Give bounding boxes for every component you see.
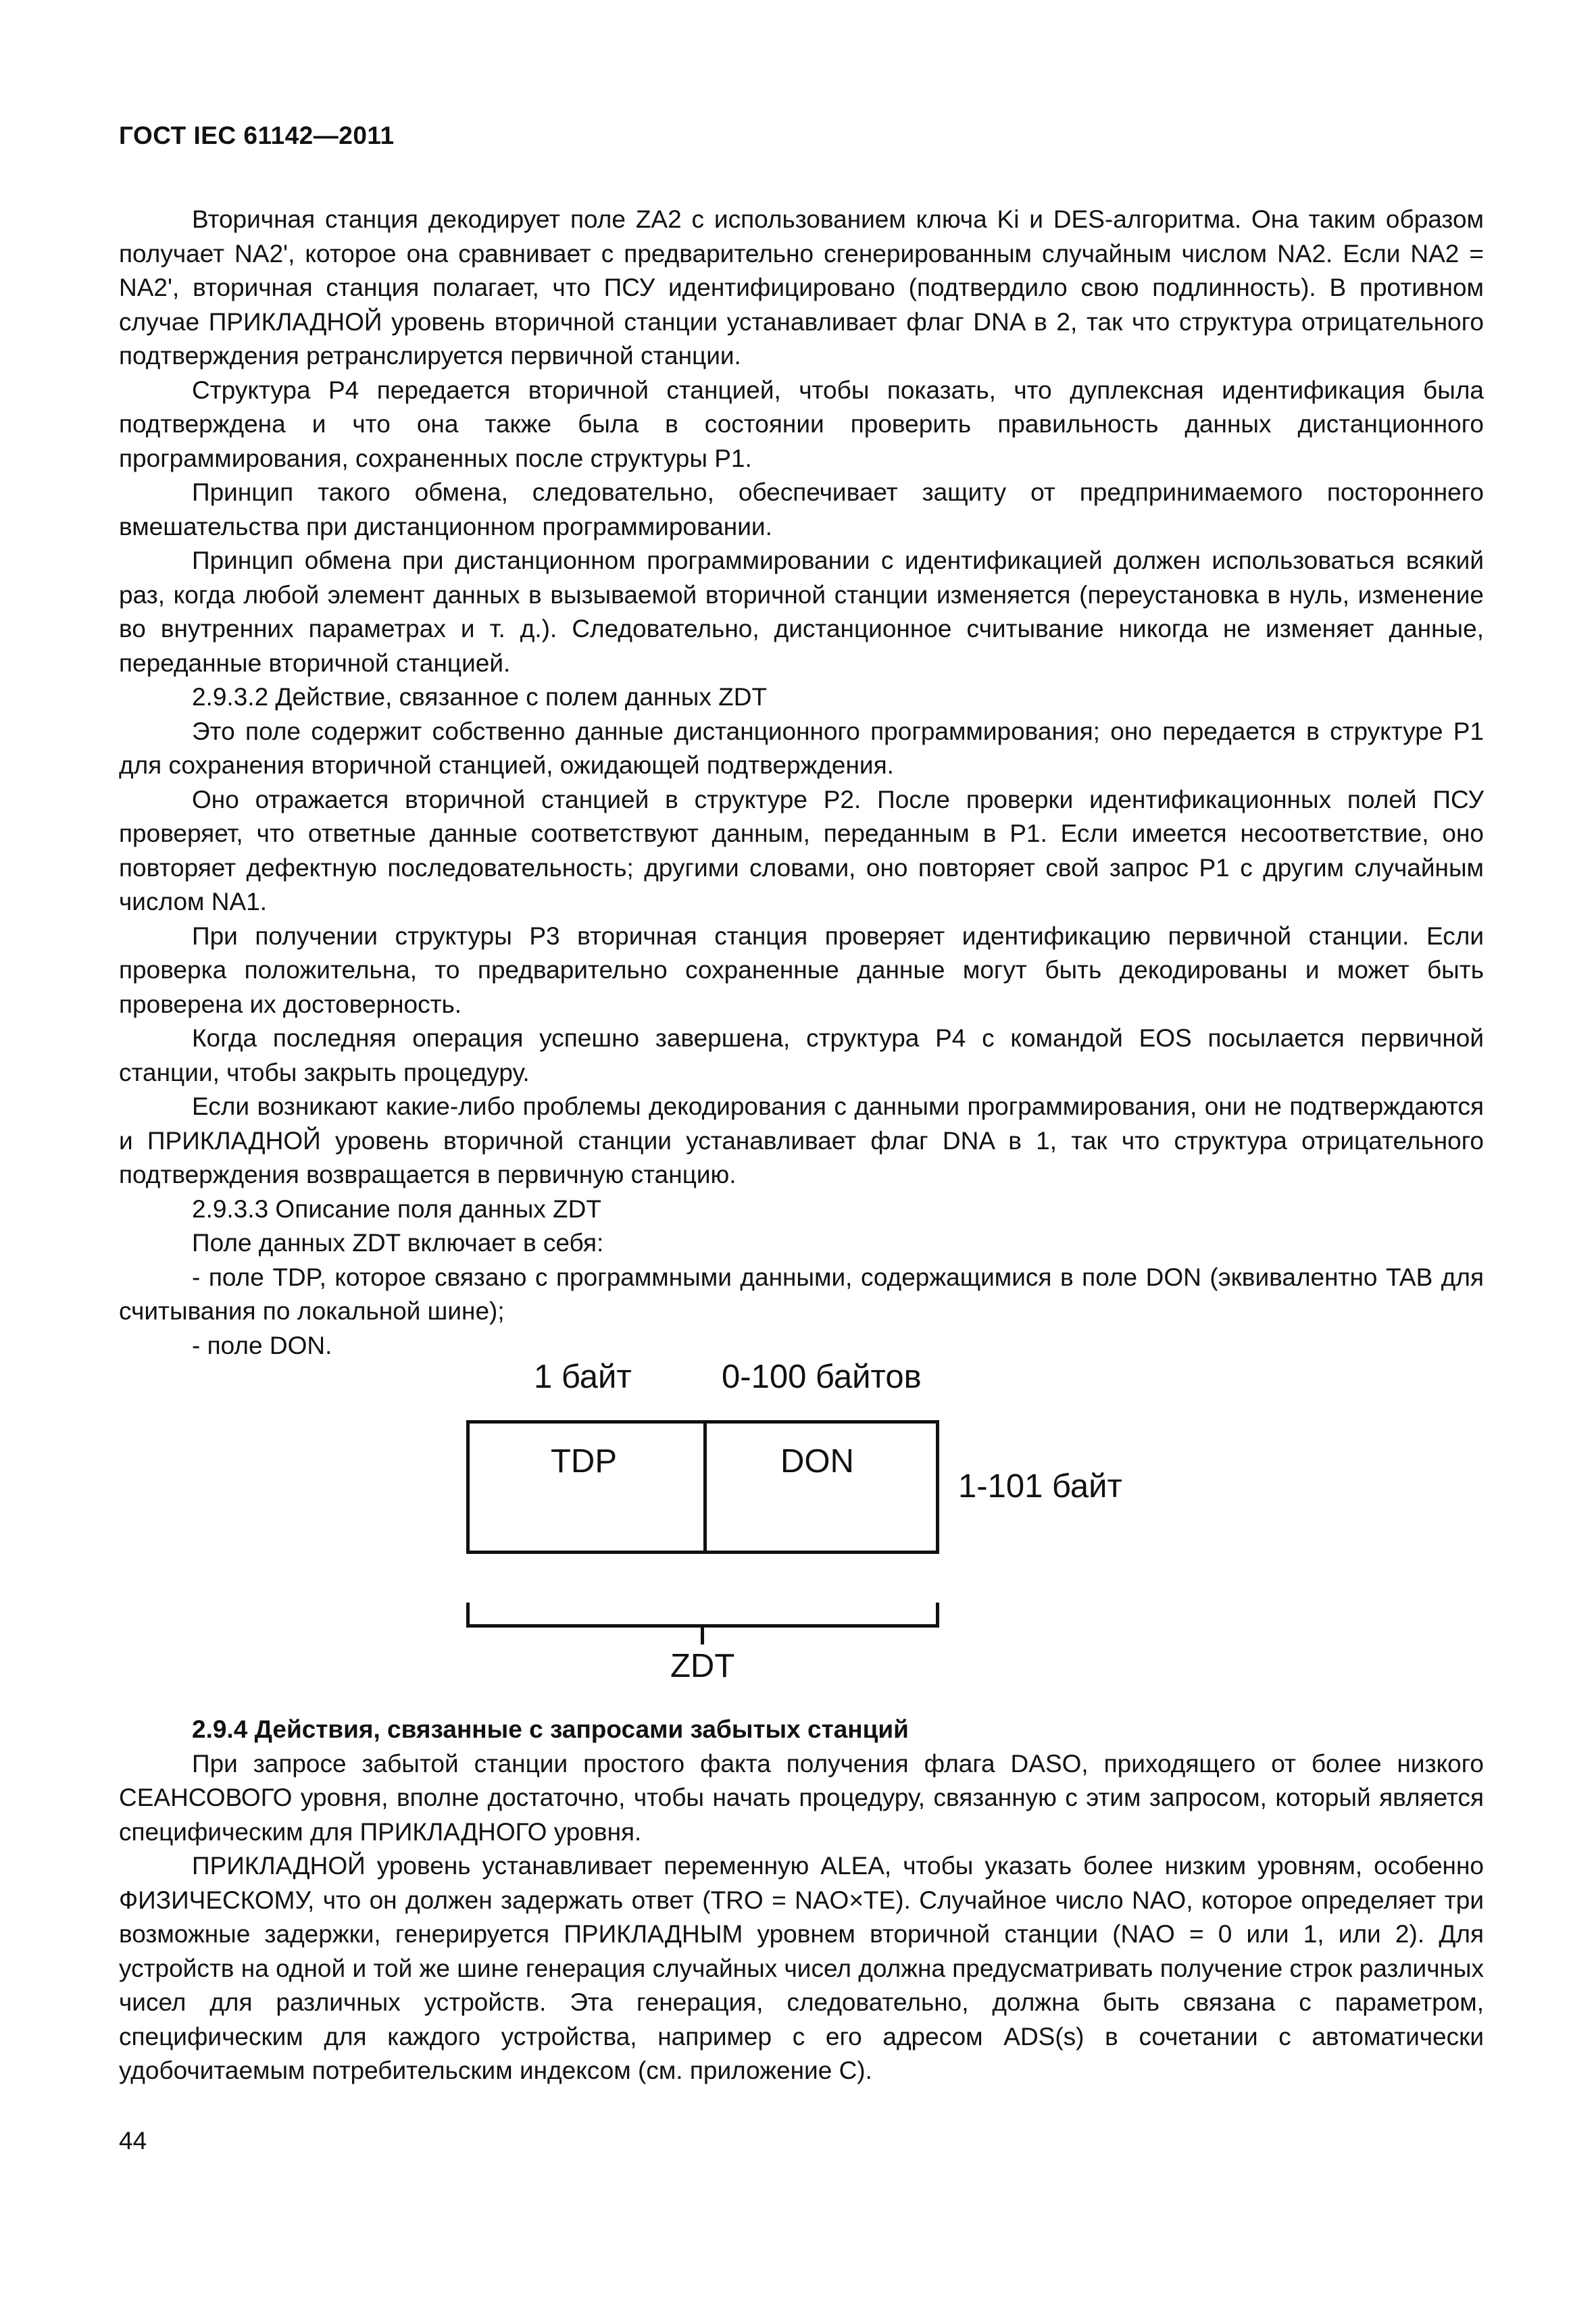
label-don-size: 0-100 байтов [722, 1359, 922, 1395]
paragraph: Принцип обмена при дистанционном программировании с идентификацией должен использоваться всякий раз, когда любой элемент данных в вызываемой вторичной станции изменяется (переустановка в нуль, изменение во внутренних параметрах и т. д.). Следовательно, дистанционное считывание никогда не изменяет данные, переданные вторичной станцией. [119, 547, 1484, 677]
bracket-center [701, 1624, 704, 1644]
section-body-2 [119, 1713, 1484, 2088]
label-zdt: ZDT [670, 1648, 735, 1684]
paragraph: Когда последняя операция успешно завершена, структура P4 с командой EOS посылается первичной станции, чтобы закрыть процедуру. [119, 1024, 1484, 1086]
paragraph: Вторичная станция декодирует поле ZA2 с использованием ключа Ki и DES-алгоритма. Она таким образом получает NA2', которое она сравнивает с предварительно сгенерированным случайным числом NA2. Если NA2 = NA2', вторичная станция полагает, что ПСУ идентифицировано (подтвердило свою подлинность). В противном случае ПРИКЛАДНОЙ уровень вторичной станции устанавливает флаг DNA в 2, так что структура отрицательного подтверждения ретранслируется первичной станции. [119, 205, 1484, 370]
label-total-size: 1-101 байт [958, 1468, 1122, 1505]
list-item: - поле DON. [192, 1331, 332, 1359]
paragraph: Принцип такого обмена, следовательно, обеспечивает защиту от предпринимаемого постороннего вмешательства при дистанционном программировании. [119, 478, 1484, 540]
field-box [466, 1420, 939, 1554]
paragraph: Если возникают какие-либо проблемы декодирования с данными программирования, они не подтверждаются и ПРИКЛАДНОЙ уровень вторичной станции устанавливает флаг DNA в 1, так что структура отрицательного подтверждения возвращается в первичную станцию. [119, 1092, 1484, 1188]
subsection-heading: 2.9.3.3 Описание поля данных ZDT [192, 1194, 601, 1223]
label-tdp-size: 1 байт [534, 1359, 632, 1395]
subsection-heading: 2.9.3.2 Действие, связанное с полем данных ZDT [192, 683, 768, 711]
field-divider [703, 1424, 707, 1551]
cell-tdp: TDP [551, 1443, 617, 1480]
zdt-structure-diagram [446, 1358, 1189, 1723]
paragraph: При получении структуры P3 вторичная станция проверяет идентификацию первичной станции. Если проверка положительна, то предварительно сохраненные данные могут быть декодированы и может быть проверена их достоверность. [119, 922, 1484, 1018]
paragraph: При запросе забытой станции простого факта получения флага DASO, приходящего от более низкого СЕАНСОВОГО уровня, вполне достаточно, чтобы начать процедуру, связанную с этим запросом, который является специфическим для ПРИКЛАДНОГО уровня. [119, 1749, 1484, 1846]
list-item: - поле TDP, которое связано с программными данными, содержащимися в поле DON (эквивалентно TAB для считывания по локальной шине); [119, 1263, 1484, 1325]
paragraph: Это поле содержит собственно данные дистанционного программирования; оно передается в структуре P1 для сохранения вторичной станцией, ожидающей подтверждения. [119, 717, 1484, 779]
paragraph: Структура P4 передается вторичной станцией, чтобы показать, что дуплексная идентификация была подтверждена и что она также была в состоянии проверить правильность данных дистанционного программирования, сохраненных после структуры P1. [119, 376, 1484, 472]
paragraph: Оно отражается вторичной станцией в структуре P2. После проверки идентификационных полей ПСУ проверяет, что ответные данные соответствуют данным, переданным в P1. Если имеется несоответствие, оно повторяет дефектную последовательность; другими словами, оно повторяет свой запрос P1 с другим случайным числом NA1. [119, 785, 1484, 915]
bracket-right [936, 1603, 939, 1628]
page-header: ГОСТ IEC 61142—2011 [119, 122, 395, 149]
paragraph: ПРИКЛАДНОЙ уровень устанавливает переменную ALEA, чтобы указать более низким уровням, особенно ФИЗИЧЕСКОМУ, что он должен задержать ответ (TRO = NAO×TE). Случайное число NAO, которое определяет три возможные задержки, генерируется ПРИКЛАДНЫМ уровнем вторичной станции (NAO = 0 или 1, или 2). Для устройств на одной и той же шине генерация случайных чисел должна предусматривать получение строк различных чисел для различных устройств. Эта генерация, следовательно, должна быть связана с параметром, специфическим для каждого устройства, например с его адресом ADS(s) в сочетании с автоматически удобочитаемым потребительским индексом (см. приложение С). [119, 1852, 1484, 2084]
section-heading: 2.9.4 Действия, связанные с запросами забытых станций [192, 1715, 909, 1743]
cell-don: DON [780, 1443, 854, 1480]
page-number: 44 [119, 2127, 147, 2155]
section-body-1 [119, 203, 1484, 1363]
paragraph: Поле данных ZDT включает в себя: [192, 1229, 604, 1257]
